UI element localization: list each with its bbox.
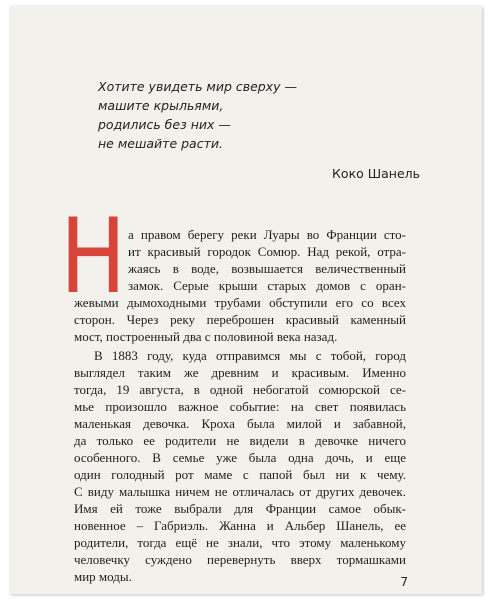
- paragraph-line: мир моды.: [74, 569, 132, 584]
- paragraph-line: сторон. Через реку переброшен красивый каменный: [74, 312, 406, 327]
- paragraph-line: мост, построенный два с половиной века назад.: [74, 329, 338, 344]
- paragraph-line: один голодный рот маме с папой был ни к чему.: [74, 467, 406, 482]
- paragraph-line: жевыми дымоходными трубами обступили его со всех: [74, 295, 406, 310]
- paragraph-line: а правом берегу реки Луары во Франции сто-: [128, 227, 406, 242]
- paragraph-line: родители, тогда ещё не знали, что этому маленькому: [74, 535, 406, 550]
- epigraph: [98, 77, 428, 153]
- paragraph-line: ит красивый городок Сомюр. Над рекой, отра-: [128, 244, 406, 259]
- epigraph-line: Хотите увидеть мир сверху —: [98, 79, 297, 94]
- epigraph-line: не мешайте расти.: [98, 136, 223, 151]
- paragraph-line: да только ее родители не видели в девочке ничего: [74, 433, 406, 448]
- paragraph-line: жаясь в воде, возвышается величественный: [128, 261, 406, 276]
- page-number: 7: [400, 575, 408, 589]
- epigraph-author: Коко Шанель: [332, 166, 420, 181]
- paragraph-line: В 1883 году, куда отправимся мы с тобой, город: [94, 348, 406, 363]
- paragraph-line: выглядел таким же древним и красивым. Именно: [74, 365, 406, 380]
- epigraph-line: родились без них —: [98, 117, 231, 132]
- paragraph-line: маленькая девочка. Кроха была милой и забавной,: [74, 416, 406, 431]
- epigraph-line: машите крыльями,: [98, 98, 224, 113]
- paragraph-line: С виду малышка ничем не отличалась от других девочек.: [74, 484, 406, 499]
- paragraph-line: новенное – Габриэль. Жанна и Альбер Шанель, ее: [74, 518, 406, 533]
- paragraph-line: тогда, 19 августа, в одной небогатой сомюрской се-: [74, 382, 406, 397]
- paragraph-line: замок. Серые крыши старых домов с оран-: [128, 278, 406, 293]
- paragraph-line: особенного. В семье уже была одна дочь, и еще: [74, 450, 406, 465]
- paragraph-line: человечку суждено перевернуть вверх тормашками: [74, 552, 406, 567]
- paragraph-line: Имя ей тоже выбрали для Франции самое обык-: [74, 501, 406, 516]
- book-page: [10, 6, 482, 594]
- paragraph-line: мье произошло важное событие: на свет появилась: [74, 399, 406, 414]
- drop-cap-letter: Н: [60, 195, 127, 317]
